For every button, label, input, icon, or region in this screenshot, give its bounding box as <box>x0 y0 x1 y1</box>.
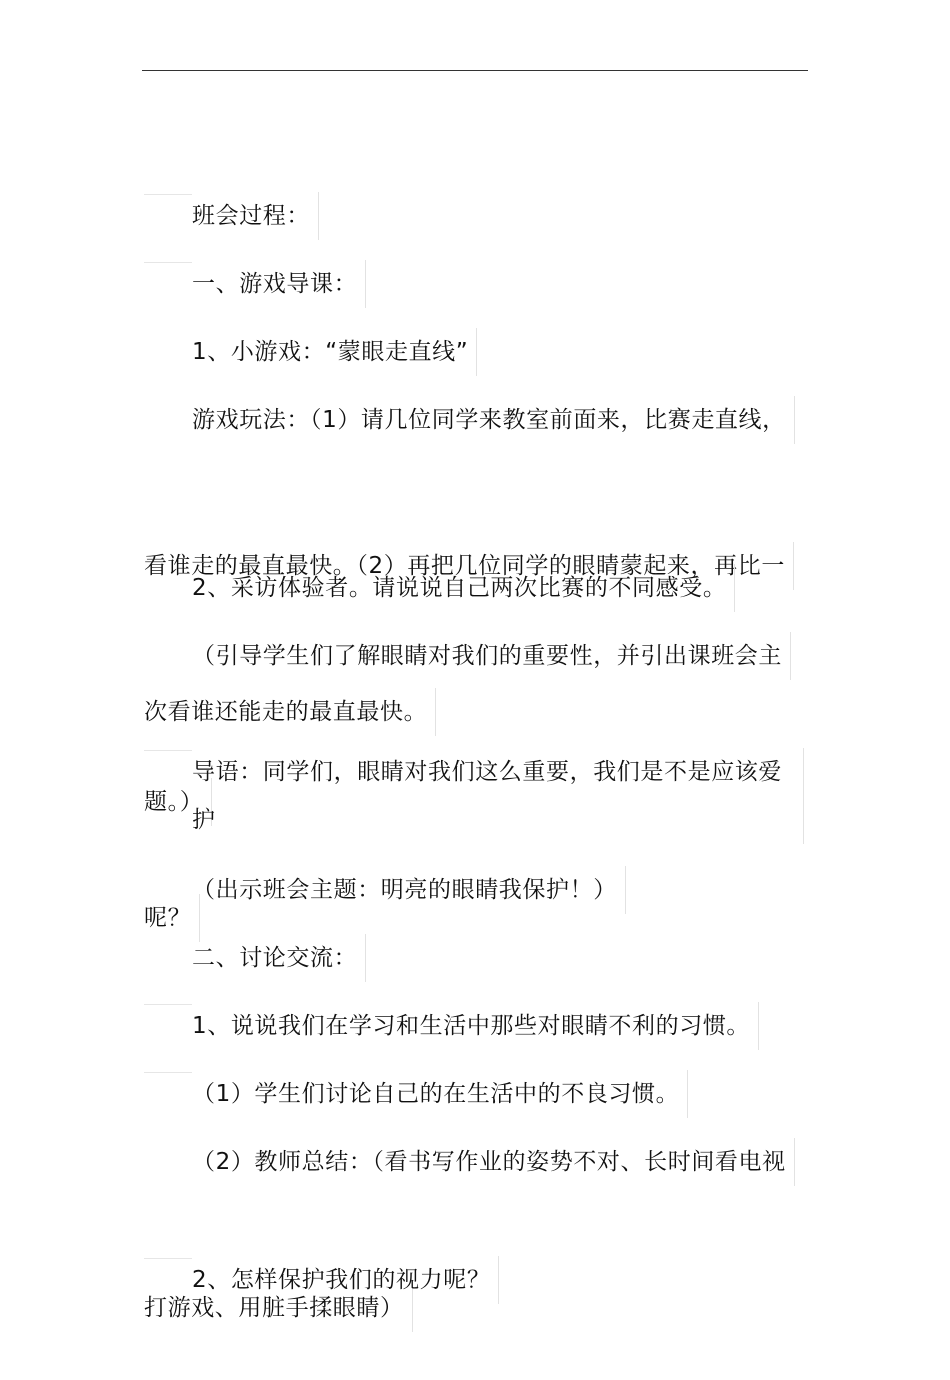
text-line: 题。） <box>144 778 212 826</box>
paragraph-protect-vision-question <box>144 1160 804 1352</box>
text-line: 呢？ <box>144 894 200 942</box>
text-line: 游戏玩法：（1）请几位同学来教室前面来，比赛走直线， <box>192 396 795 444</box>
text-line: 看谁走的最直最快。（2）再把几位同学的眼睛蒙起来，再比一 <box>144 542 794 590</box>
text-line: 一、游戏导课： <box>192 260 366 308</box>
text-line: （2）教师总结：（看书写作业的姿势不对、长时间看电视 <box>192 1138 795 1186</box>
text-line: 2、采访体验者。请说说自己两次比赛的不同感受。 <box>192 564 735 612</box>
text-line: （1）学生们讨论自己的在生活中的不良习惯。 <box>192 1070 688 1118</box>
text-line: （引导学生们了解眼睛对我们的重要性，并引出课班会主 <box>192 632 791 680</box>
text-line: 次看谁还能走的最直最快。 <box>144 688 436 736</box>
text-line: 班会过程： <box>192 192 319 240</box>
header-rule <box>142 70 808 71</box>
text-line: 1、小游戏：“蒙眼走直线” <box>192 328 477 376</box>
text-line: 二、讨论交流： <box>192 934 366 982</box>
text-line: 2、怎样保护我们的视力呢？ <box>192 1256 499 1304</box>
text-line: 1、说说我们在学习和生活中那些对眼睛不利的习惯。 <box>192 1002 759 1050</box>
text-line: 打游戏、用脏手揉眼睛） <box>144 1284 413 1332</box>
text-line: 导语：同学们，眼睛对我们这么重要，我们是不是应该爱护 <box>192 748 804 844</box>
text-line: （出示班会主题：明亮的眼睛我保护！） <box>192 866 626 914</box>
